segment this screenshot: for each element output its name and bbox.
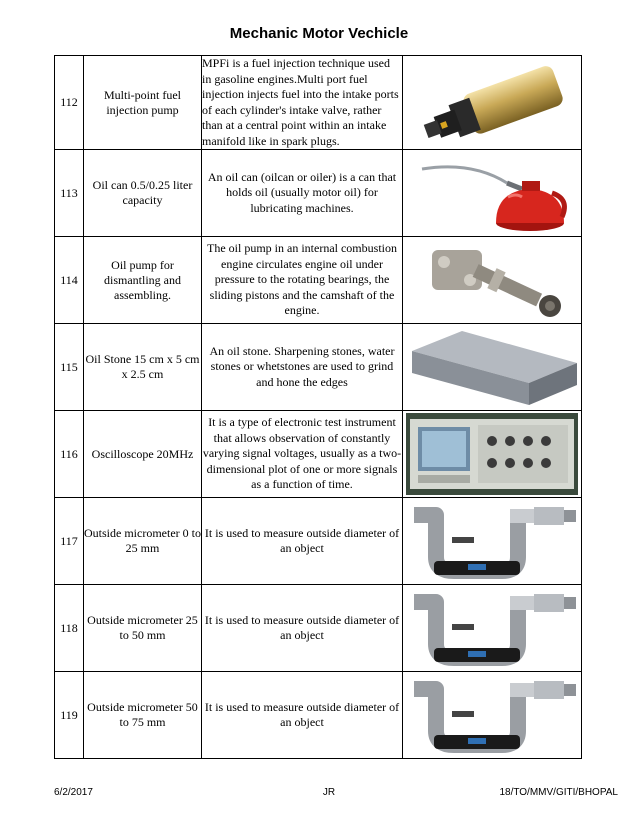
tool-description: It is used to measure outside diameter of an object (202, 672, 403, 759)
footer-reference: 18/TO/MMV/GITI/BHOPAL (499, 787, 618, 798)
oil-stone-image (407, 327, 577, 407)
tool-description: It is used to measure outside diameter of an object (202, 498, 403, 585)
tool-name: Outside micrometer 0 to 25 mm (84, 498, 202, 585)
table-row (55, 237, 582, 324)
table-row (55, 150, 582, 237)
fuel-pump-image (412, 61, 572, 145)
tool-description: The oil pump in an internal combustion engine circulates engine oil under pressure to the rotating bearings, the sliding pistons and the camshaft of the engine. (202, 237, 403, 324)
tool-image-cell (403, 56, 582, 150)
row-number: 117 (55, 498, 84, 585)
tool-description: It is a type of electronic test instrument that allows observation of constantly varying signal voltages, usually as a two-dimensional plot of one or more signals as a function of time. (202, 411, 403, 498)
micrometer-image (406, 588, 578, 668)
tool-image-cell (403, 498, 582, 585)
page-title: Mechanic Motor Vechicle (229, 25, 409, 42)
table-row (55, 498, 582, 585)
table-row (55, 411, 582, 498)
tool-description: It is used to measure outside diameter of an object (202, 585, 403, 672)
row-number: 112 (55, 56, 84, 150)
micrometer-image (406, 675, 578, 755)
tool-image-cell (403, 150, 582, 237)
row-number: 114 (55, 237, 84, 324)
tool-image-cell (403, 324, 582, 411)
tool-image-cell (403, 672, 582, 759)
oil-can-image (412, 153, 572, 233)
table-row (55, 324, 582, 411)
tool-name: Oil pump for dismantling and assembling. (84, 237, 202, 324)
footer-author: JR (322, 787, 336, 798)
tool-image-cell (403, 585, 582, 672)
tool-description: MPFi is a fuel injection technique used in gasoline engines.Multi port fuel injection injects fuel into the intake ports of each cylinder's intake valve, rather than at a central point within an intake manifold like in spark plugs. (202, 56, 403, 150)
table-row (55, 585, 582, 672)
tool-image-cell (403, 237, 582, 324)
tool-image-cell (403, 411, 582, 498)
row-number: 113 (55, 150, 84, 237)
tool-name: Outside micrometer 50 to 75 mm (84, 672, 202, 759)
table-row (55, 672, 582, 759)
tools-table (54, 55, 582, 759)
tool-description: An oil stone. Sharpening stones, water stones or whetstones are used to grind and hone the edges (202, 324, 403, 411)
row-number: 118 (55, 585, 84, 672)
tool-name: Oil Stone 15 cm x 5 cm x 2.5 cm (84, 324, 202, 411)
row-number: 116 (55, 411, 84, 498)
tool-name: Outside micrometer 25 to 50 mm (84, 585, 202, 672)
tool-name: Multi-point fuel injection pump (84, 56, 202, 150)
tool-description: An oil can (oilcan or oiler) is a can that holds oil (usually motor oil) for lubricating machines. (202, 150, 403, 237)
row-number: 115 (55, 324, 84, 411)
tool-name: Oil can 0.5/0.25 liter capacity (84, 150, 202, 237)
oil-pump-image (412, 240, 572, 320)
row-number: 119 (55, 672, 84, 759)
oscilloscope-image (406, 413, 578, 495)
tool-name: Oscilloscope 20MHz (84, 411, 202, 498)
table-row (55, 56, 582, 150)
micrometer-image (406, 501, 578, 581)
footer-date: 6/2/2017 (54, 787, 93, 798)
